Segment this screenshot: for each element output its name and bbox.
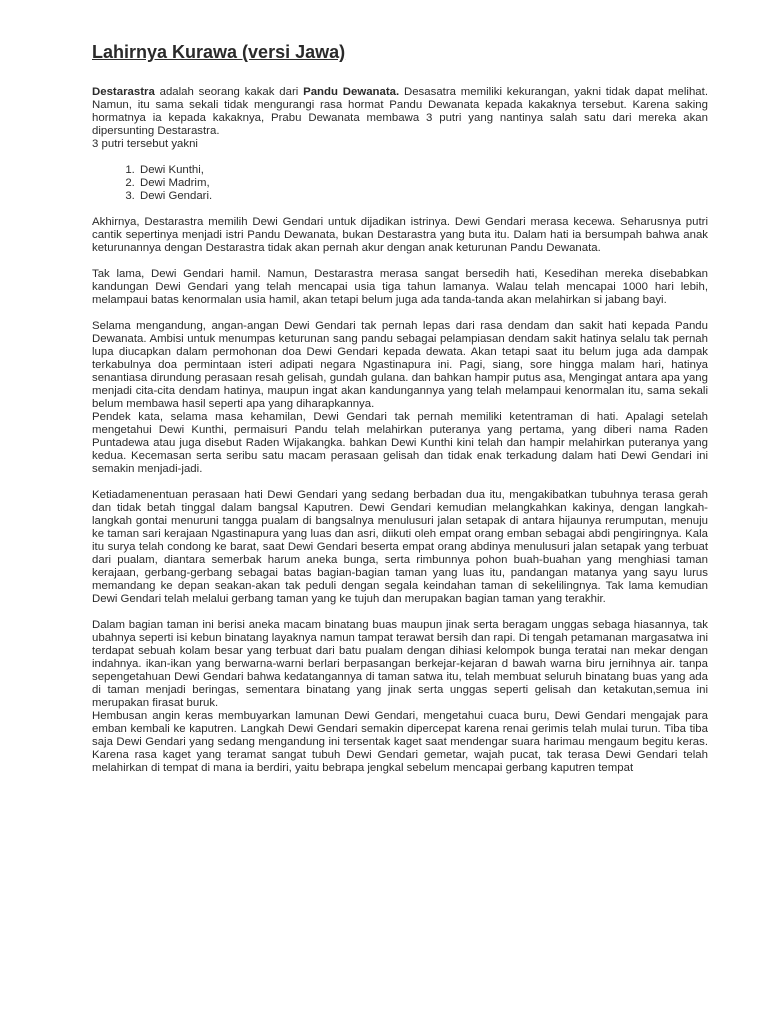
list-item: 2. Dewi Madrim, xyxy=(138,177,708,190)
document-title: Lahirnya Kurawa (versi Jawa) xyxy=(92,42,346,62)
paragraph-no-peace: Pendek kata, selama masa kehamilan, Dewi Gendari tak pernah memiliki ketentraman di hati. Apalagi setelah mengetahui Dewi Kunthi, permaisuri Pandu telah melahirkan puteranya yang pertama, yang diberi nama Raden Puntadewa atau juga disebut Raden Wijakangka. bahkan Dewi Kunthi kini telah dan hampir melahirkan puteranya yang kedua. Kecemasan serta seribu satu macam perasaan gelisah dan tidak enak terkadung dalam hati Dewi Gendari ini semakin menjadi-jadi. xyxy=(92,411,708,475)
paragraph-pregnancy: Tak lama, Dewi Gendari hamil. Namun, Destarastra merasa sangat bersedih hati, Kesedihan mereka disebabkan kandungan Dewi Gendari yang telah mencapai usia tiga tahun lamanya. Walau telah mencapai 1000 hari lebih, melampaui batas kenormalan usia hamil, akan tetapi belum juga ada tanda-tanda akan melahirkan si jabang bayi. xyxy=(92,268,708,306)
paragraph-wind-birth: Hembusan angin keras membuyarkan lamunan Dewi Gendari, mengetahui cuaca buru, Dewi Gendari mengajak para emban kembali ke kaputren. Langkah Dewi Gendari semakin dipercepat karena renai gerimis telah mulai turun. Tiba tiba saja Dewi Gendari yang sedang mengandung ini tersentak kaget saat mendengar suara harimau mengaum begitu keras. Karena rasa kaget yang teramat sangat tubuh Dewi Gendari gemetar, wajah pucat, tak terasa Dewi Gendari telah melahirkan di tempat di mana ia berdiri, yaitu bebrapa jengkal sebelum mencapai gerbang kaputren tempat xyxy=(92,710,708,774)
paragraph-revenge: Selama mengandung, angan-angan Dewi Gendari tak pernah lepas dari rasa dendam dan sakit hati kepada Pandu Dewanata. Ambisi untuk menumpas keturunan sang pandu sebagai pelampiasan dendam sakit hatinya selalu tak pernah lupa diucapkan dalam permohonan doa Dewi Gendari kepada dewata. Akan tetapi saat itu belum juga ada dampak terkabulnya doa permintaan isteri adipati negara Ngastinapura ini. Pagi, siang, sore hingga malam hari, hatinya senantiasa dirundung perasaan resah gelisah, gundah gulana. dan bahkan hampir putus asa, Mengingat antara apa yang menjadi cita-cita dendam hatinya, maupun ingat akan kandungannya yang telah melampaui kenormalan itu, sama sekali belum membawa hasil seperti apa yang diharapkannya. xyxy=(92,320,708,410)
list-item: 3. Dewi Gendari. xyxy=(138,190,708,203)
daughters-list xyxy=(92,164,708,203)
paragraph-animal-garden: Dalam bagian taman ini berisi aneka macam binatang buas maupun jinak serta beragam unggas sebaga hiasannya, tak ubahnya seperti isi kebun binatang layaknya namun tampat terawat bersih dan rapi. Di tengah petamanan margasatwa ini terdapat sebuah kolam besar yang terbuat dari batu pualam dengan dihiasi kelompok bunga teratai nan mekar dengan indahnya. ikan-ikan yang berwarna-warni berlari berpasangan berkejar-kejaran d bawah warna biru jernihnya air. tanpa sepengetahuan Dewi Gendari bahwa kedatangannya di taman satwa itu, telah membuat seluruh binatang buas yang ada di taman menjadi beringas, sementara binatang yang jinak serta unggas seperti gelisah dan ketakutan,semua ini merupakan firasat buruk. xyxy=(92,619,708,709)
list-item: 1. Dewi Kunthi, xyxy=(138,164,708,177)
intro-text-2: Desasatra memiliki kekurangan, yakni tidak dapat melihat. Namun, itu sama sekali tidak mengurangi rasa hormat Pandu Dewanata kepada kakaknya tersebut. Karena saking hormatnya ia kepada kakaknya, Prabu Dewanata membawa 3 putri yang nantinya salah satu dari mereka akan dipersunting Destarastra. xyxy=(92,86,708,137)
intro-text-1: adalah seorang kakak dari xyxy=(154,86,304,98)
name-pandu-dewanata: Pandu Dewanata. xyxy=(303,86,400,98)
document-page xyxy=(92,40,708,775)
intro-paragraph xyxy=(92,86,708,138)
name-destarastra: Destarastra xyxy=(92,86,155,98)
list-intro: 3 putri tersebut yakni xyxy=(92,138,198,150)
paragraph-garden-walk: Ketiadamenentuan perasaan hati Dewi Gendari yang sedang berbadan dua itu, mengakibatkan tubuhnya terasa gerah dan tidak betah tinggal dalam bangsal Kaputren. Dewi Gendari kemudian melangkahkan kakinya, dengan langkah-langkah gontai menuruni tangga pualam di bangsalnya menulusuri jalan setapak di antara hijaunya rerumputan, menuju ke taman sari kerajaan Ngastinapura yang luas dan asri, diikuti oleh empat orang emban sebagai abdi pengiringnya. Kala itu surya telah condong ke barat, saat Dewi Gendari beserta empat orang abdinya menulusuri jalan setapak yang terbuat dari pualam, diantara semerbak harum aneka bunga, serta rimbunnya pohon buah-buahan yang menghiasi taman kerajaan, gerbang-gerbang sebagai batas bagian-bagian taman yang luas itu, pandangan matanya yang sayu lurus memandang ke depan seakan-akan tak peduli dengan segala keindahan taman di sekelilingnya. Tak lama kemudian Dewi Gendari telah melalui gerbang taman yang ke tujuh dan merupakan bagian taman yang terakhir. xyxy=(92,489,708,605)
paragraph-gendari-chosen: Akhirnya, Destarastra memilih Dewi Gendari untuk dijadikan istrinya. Dewi Gendari merasa kecewa. Seharusnya putri cantik sepertinya menjadi istri Pandu Dewanata, bukan Destarastra yang buta itu. Dalam hati ia bersumpah bahwa anak keturunannya dengan Destarastra tidak akan pernah akur dengan anak keturunan Pandu Dewanata. xyxy=(92,216,708,254)
